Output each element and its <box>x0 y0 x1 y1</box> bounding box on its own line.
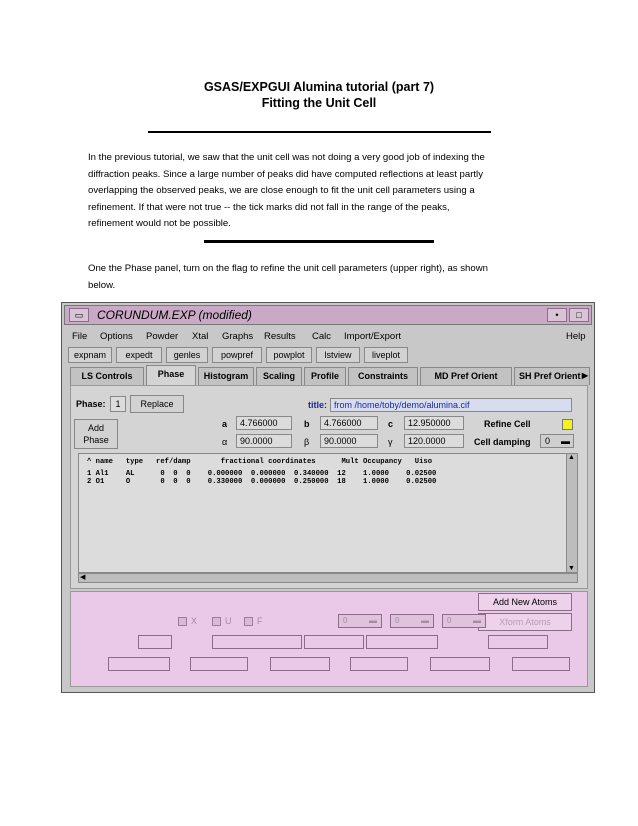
liveplot-button[interactable]: liveplot <box>364 347 408 363</box>
dropdown-indicator-icon: ▬ <box>421 616 429 625</box>
damping-u-value: 0 <box>395 616 400 625</box>
scroll-up-icon[interactable]: ▲ <box>568 454 575 461</box>
cell-beta-label: β <box>304 437 310 447</box>
add-phase-button[interactable] <box>74 419 118 449</box>
tab-sh-pref-orient-label: SH Pref Orient <box>519 371 581 381</box>
add-phase-label-1: Add <box>87 423 104 433</box>
flag-u[interactable] <box>212 616 232 626</box>
dropdown-indicator-icon: ▬ <box>473 616 481 625</box>
tab-sh-pref-orient[interactable] <box>514 367 590 385</box>
refine-cell-label: Refine Cell <box>484 419 531 429</box>
title-label: title: <box>308 400 327 410</box>
cell-b-field[interactable]: 4.766000 <box>320 416 378 430</box>
paragraph-instruction <box>88 261 550 294</box>
tab-md-pref-orient[interactable]: MD Pref Orient <box>420 367 512 385</box>
flag-x-label: X <box>191 616 198 626</box>
window-menu-icon[interactable]: ▭ <box>69 308 89 322</box>
cell-gamma-label: γ <box>388 437 393 447</box>
flag-u-checkbox[interactable] <box>212 617 221 626</box>
tab-phase[interactable]: Phase <box>146 365 196 385</box>
powplot-button[interactable]: powplot <box>266 347 312 363</box>
refine-cell-checkbox[interactable] <box>562 419 573 430</box>
flag-f[interactable] <box>244 616 263 626</box>
tab-profile[interactable]: Profile <box>304 367 346 385</box>
edit-field[interactable] <box>304 635 364 649</box>
edit-field[interactable] <box>108 657 170 671</box>
menu-powder[interactable]: Powder <box>146 331 179 342</box>
atom-list-vscroll[interactable] <box>566 453 578 573</box>
menu-xtal[interactable]: Xtal <box>192 331 209 342</box>
edit-field[interactable] <box>212 635 302 649</box>
cell-b-label: b <box>304 419 310 429</box>
cell-c-field[interactable]: 12.950000 <box>404 416 464 430</box>
menu-help[interactable]: Help <box>566 331 586 342</box>
cell-alpha-label: α <box>222 437 228 447</box>
atom-list-header: ^ name type ref/damp fractional coordinates Mult Occupancy Uiso <box>87 458 433 466</box>
replace-button[interactable]: Replace <box>130 395 184 413</box>
cell-gamma-field[interactable]: 120.0000 <box>404 434 464 448</box>
para2-line: below. <box>88 279 116 291</box>
menu-graphs[interactable]: Graphs <box>222 331 254 342</box>
flag-x-checkbox[interactable] <box>178 617 187 626</box>
scroll-left-icon[interactable]: ◀ <box>80 574 86 581</box>
para1-line: refinement. If that were not true -- the tick marks did not fall in the range of the peaks, <box>88 201 450 213</box>
edit-field[interactable] <box>138 635 172 649</box>
edit-field[interactable] <box>488 635 548 649</box>
cell-damping-dropdown[interactable] <box>540 434 574 448</box>
flag-x[interactable] <box>178 616 197 626</box>
genles-button[interactable]: genles <box>166 347 208 363</box>
damping-x-value: 0 <box>343 616 348 625</box>
flag-u-label: U <box>225 616 232 626</box>
menu-options[interactable]: Options <box>100 331 133 342</box>
cell-damping-label: Cell damping <box>474 437 531 447</box>
menu-import-export[interactable]: Import/Export <box>344 331 402 342</box>
window-title: CORUNDUM.EXP (modified) <box>97 308 252 322</box>
para1-line: diffraction peaks. Since a large number of peaks did have computed reflections at least partly <box>88 168 483 180</box>
xform-atoms-button[interactable]: Xform Atoms <box>478 613 572 631</box>
cell-damping-value: 0 <box>545 436 551 446</box>
menu-calc[interactable]: Calc <box>312 331 332 342</box>
cell-alpha-field[interactable]: 90.0000 <box>236 434 292 448</box>
atom-list[interactable] <box>78 453 578 573</box>
edit-field[interactable] <box>190 657 248 671</box>
lstview-button[interactable]: lstview <box>316 347 360 363</box>
powpref-button[interactable]: powpref <box>212 347 262 363</box>
tab-histogram[interactable]: Histogram <box>198 367 254 385</box>
scroll-down-icon[interactable]: ▼ <box>568 565 575 572</box>
add-phase-label-2: Phase <box>83 435 109 445</box>
edit-field[interactable] <box>350 657 408 671</box>
title-field[interactable]: from /home/toby/demo/alumina.cif <box>330 398 572 412</box>
damping-f-value: 0 <box>447 616 452 625</box>
para2-line: One the Phase panel, turn on the flag to refine the unit cell parameters (upper right), as shown <box>88 263 488 274</box>
para1-line: overlapping the observed peaks, we are close enough to fit the unit cell parameters using a <box>88 185 475 196</box>
edit-field[interactable] <box>270 657 330 671</box>
maximize-icon[interactable]: □ <box>569 308 589 322</box>
para1-line: refinement would not be possible. <box>88 218 231 229</box>
atom-list-hscroll[interactable] <box>78 573 578 583</box>
damping-x-dropdown[interactable] <box>338 614 382 628</box>
menu-results[interactable]: Results <box>264 331 296 342</box>
flag-f-label: F <box>257 616 263 626</box>
window-titlebar <box>64 305 592 325</box>
dropdown-indicator-icon: ▬ <box>561 436 570 446</box>
cell-a-field[interactable]: 4.766000 <box>236 416 292 430</box>
flag-f-checkbox[interactable] <box>244 617 253 626</box>
atom-row[interactable]: 1 Al1 AL 0 0 0 0.000000 0.000000 0.340000 12 1.0000 0.02500 <box>87 470 437 478</box>
para1-line: In the previous tutorial, we saw that the unit cell was not doing a very good job of indexing the <box>88 152 485 163</box>
menubar <box>64 327 592 345</box>
cell-beta-field[interactable]: 90.0000 <box>320 434 378 448</box>
cell-a-label: a <box>222 419 228 429</box>
phase-number[interactable]: 1 <box>110 396 126 412</box>
doc-title-line2: Fitting the Unit Cell <box>261 96 377 110</box>
menu-file[interactable]: File <box>72 331 88 342</box>
expgui-window <box>61 302 595 693</box>
add-new-atoms-button[interactable]: Add New Atoms <box>478 593 572 611</box>
phase-label: Phase: <box>76 399 106 409</box>
tab-scaling[interactable]: Scaling <box>256 367 302 385</box>
minimize-icon[interactable]: • <box>547 308 567 322</box>
divider <box>204 240 434 243</box>
damping-f-dropdown[interactable] <box>442 614 486 628</box>
edit-field[interactable] <box>512 657 570 671</box>
edit-field[interactable] <box>430 657 490 671</box>
expnam-button[interactable]: expnam <box>68 347 112 363</box>
atom-row[interactable]: 2 O1 O 0 0 0 0.330000 0.000000 0.250000 18 1.0000 0.02500 <box>87 478 437 486</box>
expedt-button[interactable]: expedt <box>116 347 162 363</box>
doc-title-line1: GSAS/EXPGUI Alumina tutorial (part 7) <box>203 80 435 94</box>
divider <box>148 131 491 133</box>
tab-constraints[interactable]: Constraints <box>348 367 418 385</box>
paragraph-intro <box>88 150 550 233</box>
edit-field[interactable] <box>366 635 438 649</box>
dropdown-indicator-icon: ▬ <box>369 616 377 625</box>
damping-u-dropdown[interactable] <box>390 614 434 628</box>
tab-scroll-right-icon[interactable]: ▶ <box>581 371 588 380</box>
tab-ls-controls[interactable]: LS Controls <box>70 367 144 385</box>
cell-c-label: c <box>388 419 394 429</box>
